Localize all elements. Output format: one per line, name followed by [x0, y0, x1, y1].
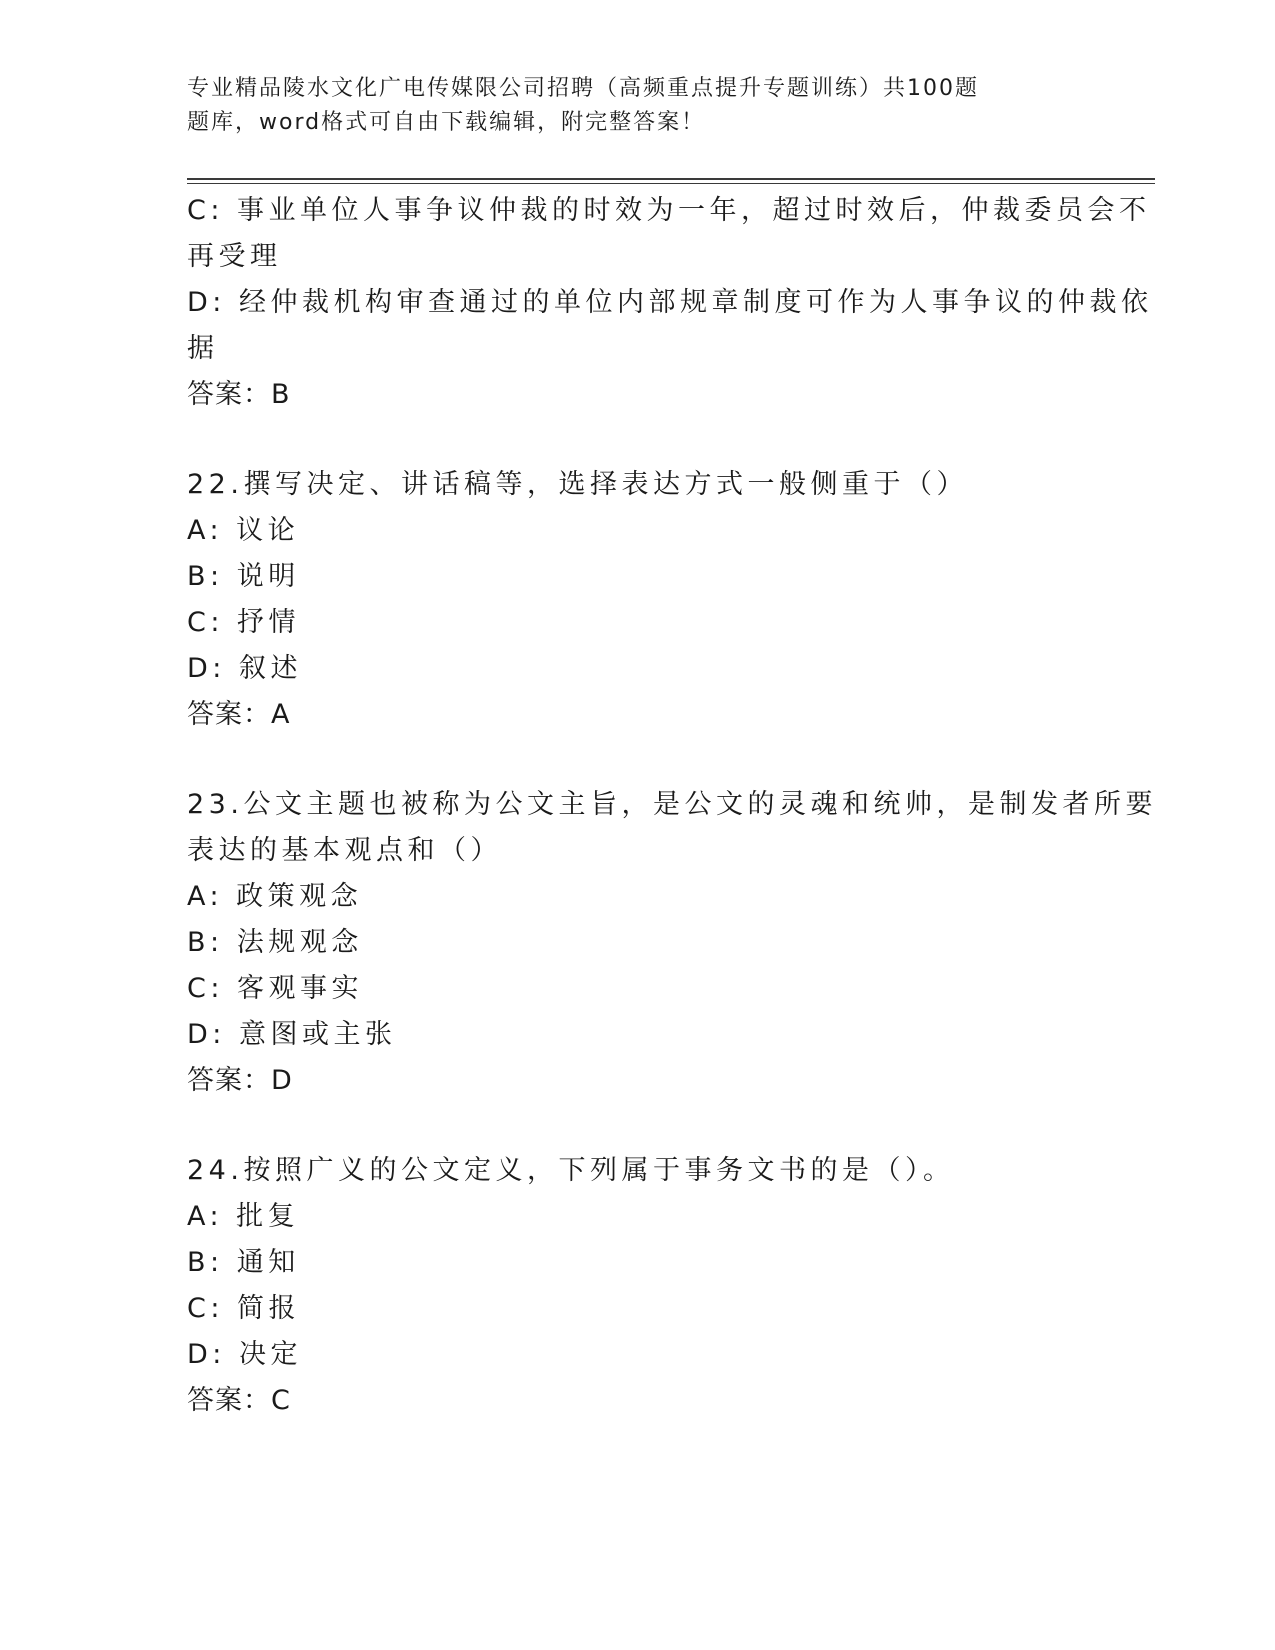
question-stem: 24.按照广义的公文定义，下列属于事务文书的是（）。 — [187, 1155, 955, 1186]
option-c: C: 抒情 — [187, 607, 301, 638]
header-title-line-1: 专业精品陵水文化广电传媒限公司招聘（高频重点提升专题训练）共100题 — [187, 76, 979, 101]
header-title-line-2: 题库，word格式可自由下载编辑，附完整答案！ — [187, 110, 706, 135]
spacer — [187, 738, 1087, 782]
option-d-line-1: D: 经仲裁机构审查通过的单位内部规章制度可作为人事争议的仲裁依 — [187, 287, 1153, 318]
option-b: B: 通知 — [187, 1247, 300, 1278]
question-22 — [187, 462, 1087, 738]
option-d: D: 叙述 — [187, 653, 302, 684]
document-header — [187, 72, 1047, 140]
option-b: B: 法规观念 — [187, 927, 363, 958]
question-content — [187, 188, 1157, 1424]
option-c: C: 简报 — [187, 1293, 301, 1324]
question-24 — [187, 1148, 1087, 1424]
option-a: A: 议论 — [187, 515, 300, 546]
option-d: D: 决定 — [187, 1339, 302, 1370]
spacer — [187, 1104, 1087, 1148]
question-stem: 22.撰写决定、讲话稿等，选择表达方式一般侧重于（） — [187, 469, 968, 500]
header-divider-thin — [187, 183, 1155, 184]
option-c: C: 客观事实 — [187, 973, 364, 1004]
option-a: A: 批复 — [187, 1201, 300, 1232]
question-stem-line-1: 23.公文主题也被称为公文主旨，是公文的灵魂和统帅，是制发者所要 — [187, 789, 1157, 820]
option-d: D: 意图或主张 — [187, 1019, 397, 1050]
answer-line: 答案：C — [187, 1385, 291, 1416]
option-b: B: 说明 — [187, 561, 300, 592]
answer-line: 答案：A — [187, 699, 291, 730]
answer-line: 答案：D — [187, 1065, 293, 1096]
header-divider-thick — [187, 178, 1155, 180]
question-stem-line-2: 表达的基本观点和（） — [187, 835, 502, 866]
option-a: A: 政策观念 — [187, 881, 363, 912]
answer-line: 答案：B — [187, 379, 291, 410]
option-d-line-2: 据 — [187, 333, 219, 364]
option-c-line-1: C: 事业单位人事争议仲裁的时效为一年，超过时效后，仲裁委员会不 — [187, 195, 1151, 226]
option-c-line-2: 再受理 — [187, 241, 282, 272]
carryover-question — [187, 188, 1153, 418]
spacer — [187, 418, 1087, 462]
question-23 — [187, 782, 1157, 1104]
